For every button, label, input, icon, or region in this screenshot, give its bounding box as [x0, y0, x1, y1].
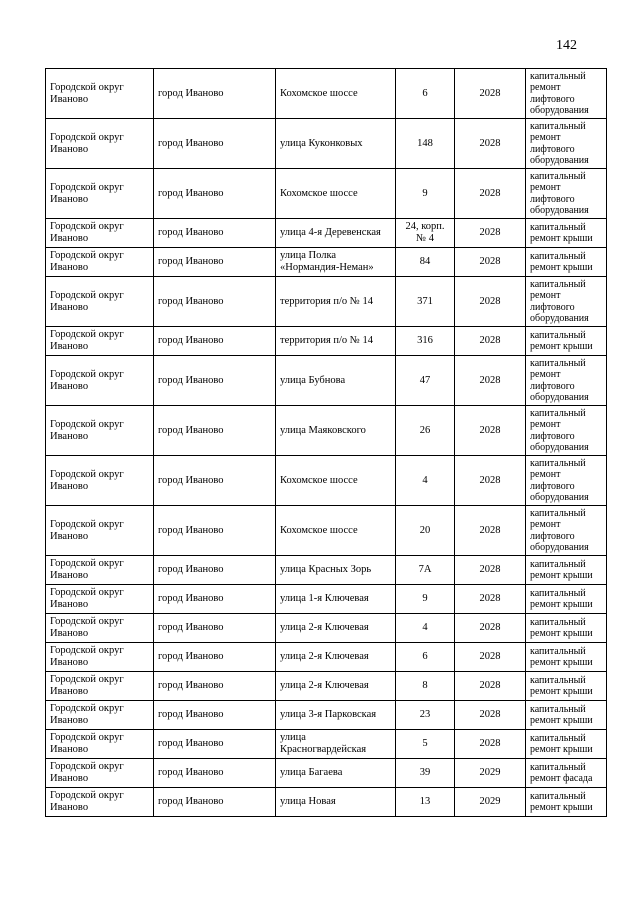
- city-cell: город Иваново: [154, 119, 276, 169]
- table-row: [46, 759, 607, 788]
- year-cell: 2028: [455, 585, 526, 614]
- street-cell: улица Новая: [276, 788, 396, 817]
- okrug-cell: Городской округ Иваново: [46, 672, 154, 701]
- work-type-cell: капитальный ремонт крыши: [526, 219, 607, 248]
- table-row: [46, 456, 607, 506]
- street-cell: улица 1-я Ключевая: [276, 585, 396, 614]
- house-cell: 20: [396, 506, 455, 556]
- house-cell: 9: [396, 169, 455, 219]
- house-cell: 23: [396, 701, 455, 730]
- street-cell: территория п/о № 14: [276, 327, 396, 356]
- table-row: [46, 248, 607, 277]
- table-row: [46, 506, 607, 556]
- house-cell: 84: [396, 248, 455, 277]
- work-type-cell: капитальный ремонт крыши: [526, 730, 607, 759]
- table-row: [46, 614, 607, 643]
- table-row: [46, 69, 607, 119]
- work-type-cell: капитальный ремонт лифтового оборудования: [526, 456, 607, 506]
- okrug-cell: Городской округ Иваново: [46, 506, 154, 556]
- city-cell: город Иваново: [154, 219, 276, 248]
- year-cell: 2028: [455, 614, 526, 643]
- year-cell: 2029: [455, 759, 526, 788]
- house-cell: 316: [396, 327, 455, 356]
- table-row: [46, 672, 607, 701]
- okrug-cell: Городской округ Иваново: [46, 614, 154, 643]
- okrug-cell: Городской округ Иваново: [46, 219, 154, 248]
- street-cell: Кохомское шоссе: [276, 69, 396, 119]
- work-type-cell: капитальный ремонт лифтового оборудования: [526, 506, 607, 556]
- year-cell: 2028: [455, 69, 526, 119]
- okrug-cell: Городской округ Иваново: [46, 327, 154, 356]
- city-cell: город Иваново: [154, 585, 276, 614]
- okrug-cell: Городской округ Иваново: [46, 788, 154, 817]
- year-cell: 2028: [455, 643, 526, 672]
- year-cell: 2028: [455, 169, 526, 219]
- okrug-cell: Городской округ Иваново: [46, 406, 154, 456]
- street-cell: улица 4-я Деревенская: [276, 219, 396, 248]
- house-cell: 4: [396, 456, 455, 506]
- year-cell: 2028: [455, 406, 526, 456]
- okrug-cell: Городской округ Иваново: [46, 277, 154, 327]
- street-cell: улица 2-я Ключевая: [276, 643, 396, 672]
- city-cell: город Иваново: [154, 169, 276, 219]
- table-row: [46, 788, 607, 817]
- street-cell: Кохомское шоссе: [276, 169, 396, 219]
- year-cell: 2028: [455, 248, 526, 277]
- work-type-cell: капитальный ремонт крыши: [526, 672, 607, 701]
- street-cell: территория п/о № 14: [276, 277, 396, 327]
- register-table: [45, 68, 607, 817]
- house-cell: 371: [396, 277, 455, 327]
- okrug-cell: Городской округ Иваново: [46, 456, 154, 506]
- table-row: [46, 169, 607, 219]
- year-cell: 2028: [455, 556, 526, 585]
- city-cell: город Иваново: [154, 456, 276, 506]
- year-cell: 2028: [455, 506, 526, 556]
- city-cell: город Иваново: [154, 506, 276, 556]
- city-cell: город Иваново: [154, 614, 276, 643]
- year-cell: 2029: [455, 788, 526, 817]
- street-cell: улица Багаева: [276, 759, 396, 788]
- work-type-cell: капитальный ремонт лифтового оборудования: [526, 119, 607, 169]
- okrug-cell: Городской округ Иваново: [46, 356, 154, 406]
- work-type-cell: капитальный ремонт лифтового оборудования: [526, 356, 607, 406]
- work-type-cell: капитальный ремонт фасада: [526, 759, 607, 788]
- city-cell: город Иваново: [154, 643, 276, 672]
- work-type-cell: капитальный ремонт крыши: [526, 327, 607, 356]
- work-type-cell: капитальный ремонт лифтового оборудования: [526, 406, 607, 456]
- year-cell: 2028: [455, 730, 526, 759]
- table-row: [46, 119, 607, 169]
- table-row: [46, 277, 607, 327]
- okrug-cell: Городской округ Иваново: [46, 585, 154, 614]
- work-type-cell: капитальный ремонт крыши: [526, 643, 607, 672]
- city-cell: город Иваново: [154, 277, 276, 327]
- work-type-cell: капитальный ремонт крыши: [526, 614, 607, 643]
- city-cell: город Иваново: [154, 406, 276, 456]
- okrug-cell: Городской округ Иваново: [46, 169, 154, 219]
- register-table-body: [46, 69, 607, 817]
- street-cell: улица Куконковых: [276, 119, 396, 169]
- year-cell: 2028: [455, 327, 526, 356]
- work-type-cell: капитальный ремонт лифтового оборудования: [526, 69, 607, 119]
- street-cell: улица 2-я Ключевая: [276, 672, 396, 701]
- city-cell: город Иваново: [154, 701, 276, 730]
- street-cell: улица Бубнова: [276, 356, 396, 406]
- street-cell: улица 2-я Ключевая: [276, 614, 396, 643]
- city-cell: город Иваново: [154, 556, 276, 585]
- house-cell: 13: [396, 788, 455, 817]
- table-row: [46, 730, 607, 759]
- table-row: [46, 643, 607, 672]
- okrug-cell: Городской округ Иваново: [46, 759, 154, 788]
- page-number: 142: [556, 38, 577, 53]
- house-cell: 6: [396, 69, 455, 119]
- work-type-cell: капитальный ремонт крыши: [526, 556, 607, 585]
- okrug-cell: Городской округ Иваново: [46, 69, 154, 119]
- street-cell: Кохомское шоссе: [276, 506, 396, 556]
- okrug-cell: Городской округ Иваново: [46, 701, 154, 730]
- year-cell: 2028: [455, 456, 526, 506]
- year-cell: 2028: [455, 119, 526, 169]
- year-cell: 2028: [455, 219, 526, 248]
- street-cell: улица 3-я Парковская: [276, 701, 396, 730]
- work-type-cell: капитальный ремонт крыши: [526, 788, 607, 817]
- work-type-cell: капитальный ремонт крыши: [526, 248, 607, 277]
- street-cell: Кохомское шоссе: [276, 456, 396, 506]
- house-cell: 5: [396, 730, 455, 759]
- work-type-cell: капитальный ремонт крыши: [526, 701, 607, 730]
- table-row: [46, 556, 607, 585]
- house-cell: 26: [396, 406, 455, 456]
- street-cell: улица Маяковского: [276, 406, 396, 456]
- table-row: [46, 219, 607, 248]
- city-cell: город Иваново: [154, 730, 276, 759]
- table-row: [46, 406, 607, 456]
- table-row: [46, 701, 607, 730]
- year-cell: 2028: [455, 356, 526, 406]
- city-cell: город Иваново: [154, 356, 276, 406]
- year-cell: 2028: [455, 701, 526, 730]
- work-type-cell: капитальный ремонт крыши: [526, 585, 607, 614]
- house-cell: 24, корп. № 4: [396, 219, 455, 248]
- city-cell: город Иваново: [154, 672, 276, 701]
- house-cell: 148: [396, 119, 455, 169]
- table-row: [46, 356, 607, 406]
- city-cell: город Иваново: [154, 248, 276, 277]
- okrug-cell: Городской округ Иваново: [46, 119, 154, 169]
- house-cell: 9: [396, 585, 455, 614]
- city-cell: город Иваново: [154, 788, 276, 817]
- house-cell: 7А: [396, 556, 455, 585]
- street-cell: улица Полка «Нормандия-Неман»: [276, 248, 396, 277]
- city-cell: город Иваново: [154, 759, 276, 788]
- okrug-cell: Городской округ Иваново: [46, 556, 154, 585]
- year-cell: 2028: [455, 277, 526, 327]
- table-row: [46, 585, 607, 614]
- work-type-cell: капитальный ремонт лифтового оборудования: [526, 169, 607, 219]
- work-type-cell: капитальный ремонт лифтового оборудования: [526, 277, 607, 327]
- house-cell: 4: [396, 614, 455, 643]
- house-cell: 8: [396, 672, 455, 701]
- okrug-cell: Городской округ Иваново: [46, 248, 154, 277]
- street-cell: улица Красных Зорь: [276, 556, 396, 585]
- year-cell: 2028: [455, 672, 526, 701]
- house-cell: 39: [396, 759, 455, 788]
- street-cell: улица Красногвардейская: [276, 730, 396, 759]
- okrug-cell: Городской округ Иваново: [46, 730, 154, 759]
- okrug-cell: Городской округ Иваново: [46, 643, 154, 672]
- house-cell: 6: [396, 643, 455, 672]
- table-row: [46, 327, 607, 356]
- city-cell: город Иваново: [154, 69, 276, 119]
- house-cell: 47: [396, 356, 455, 406]
- city-cell: город Иваново: [154, 327, 276, 356]
